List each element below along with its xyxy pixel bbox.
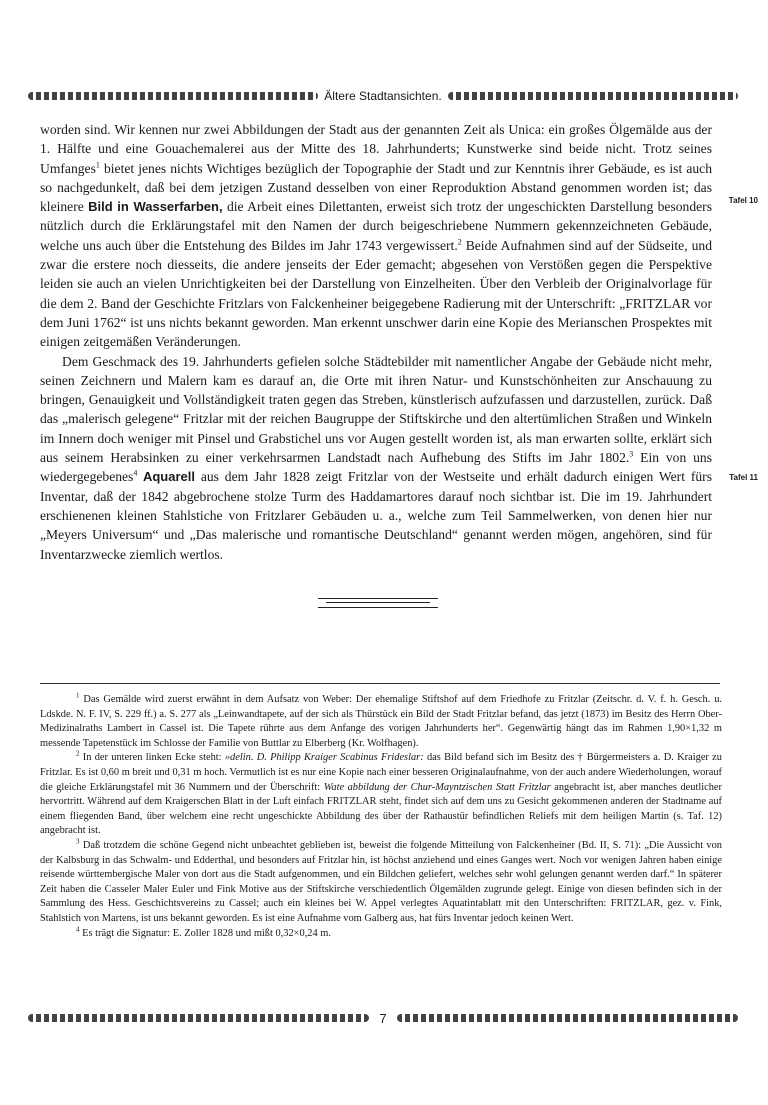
footnote-ref: 1: [95, 160, 100, 170]
text-run: Beide Aufnahmen sind auf der Südseite, und zwar die erstere noch diesseits, die andere jenseits der Eder gemacht; abgesehen von Verstößen gegen die Perspektive leiden sie auch an vielen Unrichtigkeiten bei der Darstellung von Einzelheiten. Über den Verbleib der Originalvorlage für die dem 2. Band der Geschichte Fritzlars von Falckenheiner beigegebene Radierung mit der Unterschrift: „FRITZLAR vor dem Juni 1762“ ist uns nichts bekannt geworden. Man erkennt unschwer darin eine Kopie des Merianschen Prospektes mit einigen zeitgemäßen Veränderungen.: [40, 237, 712, 350]
footnote-ref: 2: [457, 237, 462, 247]
paragraph-1: [40, 120, 712, 352]
footnote-text: das Bild befand sich im Besitz des † Bürgermeisters a. D. Kraiger zu Fritzlar. Es ist 0,60 m breit und 0,31 m hoch. Vermutlich ist es nur eine Kopie nach einer besseren Originalaufnahme, von der auch andere Wiederholungen, worauf die gleiche Erklärungstafel mit 36 Nummern und der Überschrift:: [40, 752, 722, 793]
text-run: Dem Geschmack des 19. Jahrhunderts gefielen solche Städtebilder mit namentlicher Angabe der Gebäude nicht mehr, seinen Zeichnern und Malern kam es darauf an, die Orte mit ihren Natur- und Kunstschönheiten zur Anschauung zu bringen, Genauigkeit und Vollständigkeit traten gegen das Streben, künstlerisch aufzufassen und darzustellen, zurück. Daß das „malerisch gelegene“ Fritzlar mit der reichen Baugruppe der Stiftskirche und den altertümlichen Straßen und Winkeln im Innern doch weniger mit Pinsel und Grabstichel uns vor Augen gestellt worden ist, als man erwarten sollte, erklärt sich aus seinem Herabsinken zu einer verkehrsarmen Landstadt nach Aufhebung des Stifts im Jahr 1802.: [40, 353, 712, 466]
main-text: [40, 120, 712, 564]
footnote-ref: 3: [629, 449, 634, 459]
section-divider: [318, 598, 438, 608]
margin-note-tafel-11: Tafel 11: [729, 473, 758, 482]
running-header: [28, 88, 738, 104]
page-footer: [28, 1010, 738, 1026]
page-number: 7: [379, 1010, 387, 1026]
footnote-4: [40, 927, 722, 942]
text-run: aus dem Jahr 1828 zeigt Fritzlar von der Westseite und erhält dadurch einigen Wert fürs Inventar, daß der 1842 abgebrochene stolze Turm des Haddamartores darauf noch sichtbar ist. Die im 19. Jahrhundert erschienenen kleinen Stahlstiche von Fritzlarer Gebäuden u. a., welche zum Teil Sammelwerken, von denen hier nur „Meyers Universum“ und „Das malerische und romantische Deutschland“ genannt werden mögen, angehören, sind für Inventarzwecke ziemlich wertlos.: [40, 469, 712, 562]
header-ornament-left: [28, 92, 318, 100]
footnote-number: 3: [76, 837, 80, 846]
footnote-number: 1: [76, 691, 80, 700]
footnote-text: angebracht ist, aber manches deutlicher hervortritt. Während auf dem Kraigerschen Blatt in der Luft einfach FRITZLAR steht, findet sich auf dem uns zu Gesicht gekommenen anderen der Stadtname auf einem fliegenden Band, über welchem eine recht ungeschickte Abbildung des über der Rathaustür befindlichen Reliefs mit dem heiligen Martin (s. Taf. 12) angebracht ist.: [40, 781, 722, 837]
header-ornament-right: [448, 92, 738, 100]
footnote-2: [40, 751, 722, 839]
footnote-number: 4: [76, 925, 80, 934]
footnote-rule: [40, 683, 720, 684]
footnote-text: Das Gemälde wird zuerst erwähnt in dem Aufsatz von Weber: Der ehemalige Stiftshof auf dem Friedhofe zu Fritzlar (Zeitschr. d. V. f. h. Gesch. u. Ldskde. N. F. IV, S. 229 ff.) a. S. 277 als „Leinwandtapete, auf der sich als Thürstück ein Bild der Stadt Fritzlar befand, das jetzt (1873) im Besitz des Herrn Ober-Medizinalraths Lambert in Cassel ist. Die Tapete rührte aus dem Anfange des vorigen Jahrhunderts her“. Gegenwärtig hängt das im Rahmen 1,90×1,32 m messende Tapetenstück im Schlosse der Familie von Buttlar zu Elberberg (Kr. Wolfhagen).: [40, 694, 722, 749]
signature-quote: »delin. D. Philipp Kraiger Scabinus Frideslar:: [224, 752, 424, 764]
margin-note-tafel-10: Tafel 10: [728, 196, 758, 205]
running-title: Ältere Stadtansichten.: [324, 89, 442, 103]
text-run: die Arbeit eines Dilettanten, erweist sich trotz der ungeschickten Darstellung besonders nützlich durch die Erklärungstafel mit den Namen der durch beigeschriebene Nummern gekennzeichneten Gebäude, welche uns auch über die Entstehung des Bildes im Jahr 1743 vergewissert.: [40, 199, 712, 253]
fraktur-title: Wate abbildung der Chur-Mayntzischen Statt Fritzlar: [323, 781, 551, 793]
text-run: bietet jenes nichts Wichtiges bezüglich der Topographie der Stadt und zur Kenntnis ihrer Gebäude, es ist auch so nachgedunkelt, daß bei dem jetzigen Zustand desselben von einer Reproduktion Abstand genommen worden ist; das kleinere: [40, 160, 712, 215]
footnote-1: [40, 693, 722, 751]
footnotes: [40, 693, 722, 941]
text-run: worden sind. Wir kennen nur zwei Abbildungen der Stadt aus der genannten Zeit als Unica: ein großes Ölgemälde aus der 1. Hälfte und eine Gouachemalerei aus der Mitte des 18. Jahrhunderts; Kunstwerke sind beide nicht. Trotz seines Umfanges: [40, 122, 712, 176]
text-run: Ein von uns wiedergegebenes: [40, 450, 712, 485]
footnote-number: 2: [76, 749, 80, 758]
bold-term: Bild in Wasserfarben,: [88, 199, 223, 215]
footnote-ref: 4: [133, 468, 138, 478]
footnote-text: Daß trotzdem die schöne Gegend nicht unbeachtet geblieben ist, beweist die folgende Mitteilung von Falckenheiner (Bd. II, S. 71): „Die Aussicht von der Kalbsburg in das Schwalm- und Edderthal, und besonders auf Fritzlar hin, ist höchst anziehend und eines Ganges wert. Noch vor wenigen Jahren haben einige reisende württembergische Maler von dort aus die Stadt aufgenommen, und ein Bildchen geliefert, welches sehr wohl gelungen genannt werden darf.“ In späterer Zeit haben die Casseler Maler Euler und Fink Motive aus der Stiftskirche verschiedentlich Ölgemälden zugrunde gelegt. Einige von diesen befinden sich in der Sammlung des Hess. Geschichtsvereins zu Cassel; auch ein kleines bei W. Appel verlegtes Aquatintablatt mit den Unterschriften: FRITZLAR, gez. v. Fink, Stahlstich von Martens, ist uns bekannt geworden. Es ist eine Aufnahme vom Galberg aus, hat fürs Inventar jedoch keinen Wert.: [40, 839, 722, 924]
bold-term: Aquarell: [137, 469, 195, 485]
footer-ornament-left: [28, 1014, 369, 1022]
footnote-text: In der unteren linken Ecke steht:: [82, 752, 225, 764]
footer-ornament-right: [397, 1014, 738, 1022]
paragraph-2: [40, 352, 712, 564]
footnote-text: Es trägt die Signatur: E. Zoller 1828 und mißt 0,32×0,24 m.: [82, 927, 331, 939]
footnote-3: [40, 839, 722, 927]
